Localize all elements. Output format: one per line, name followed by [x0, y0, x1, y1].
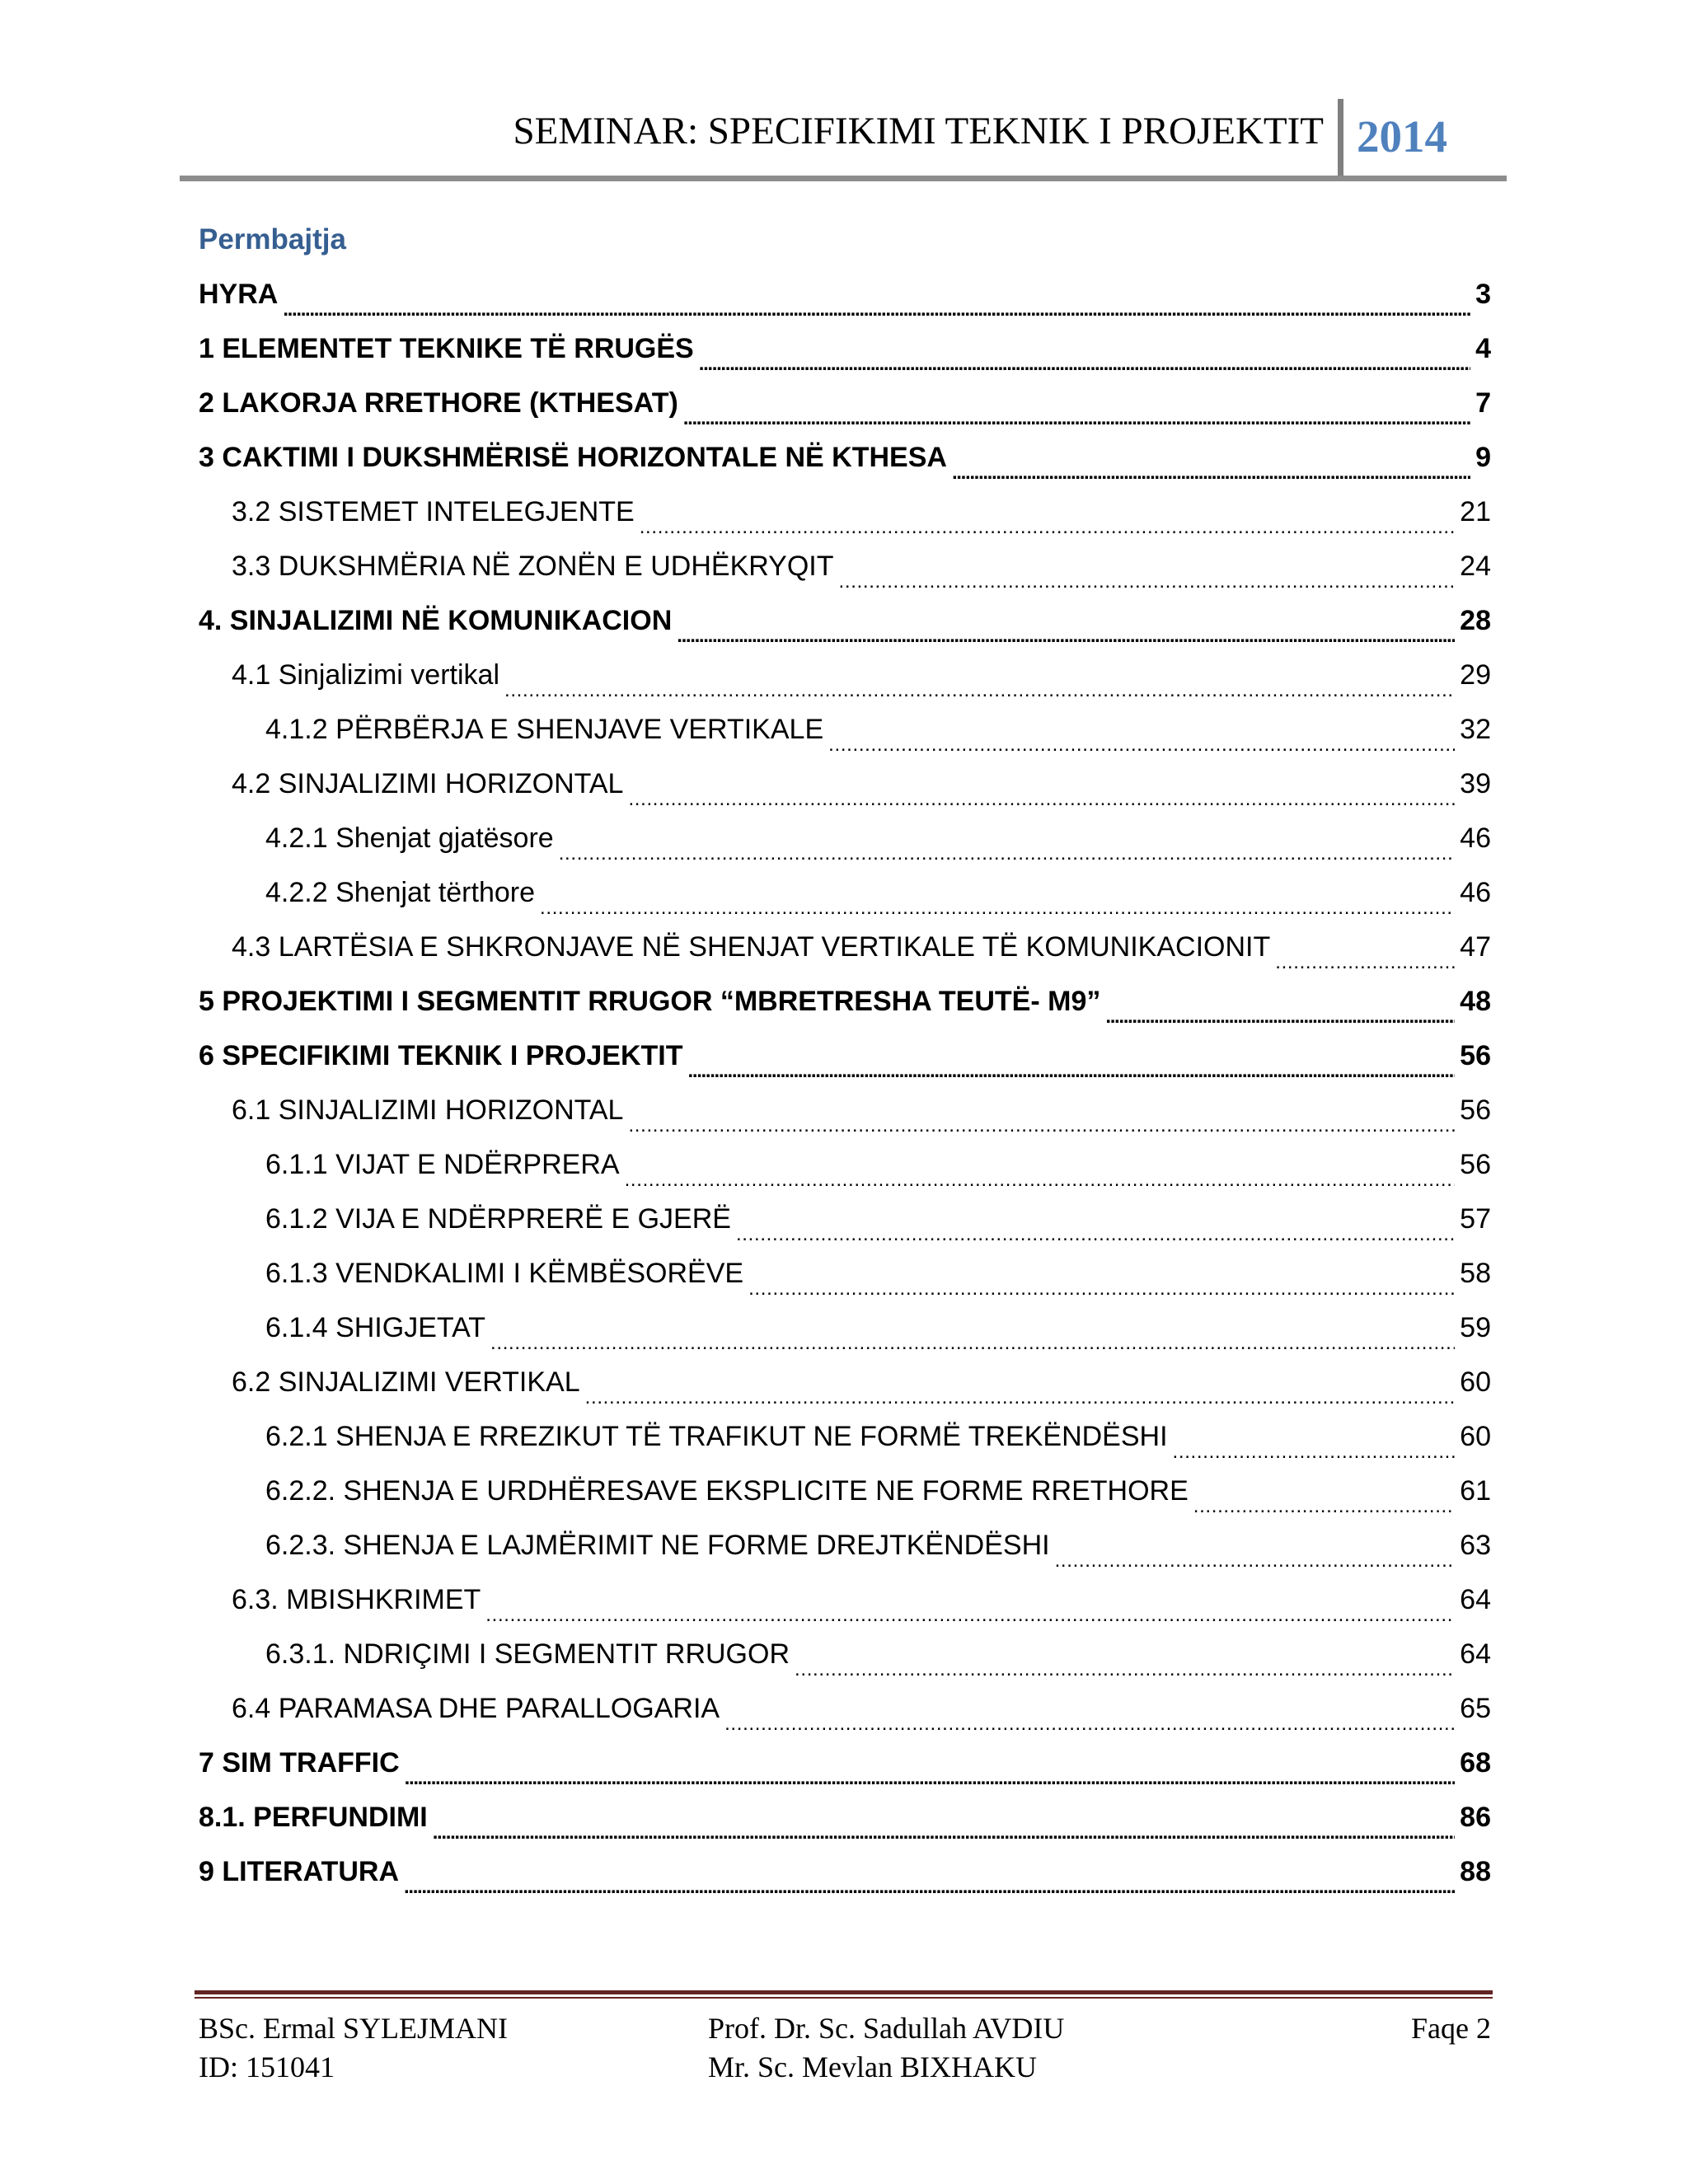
toc-entry-page: 61	[1460, 1475, 1491, 1507]
table-of-contents	[199, 267, 1491, 1899]
toc-entry[interactable]	[199, 1246, 1491, 1301]
toc-entry-page: 28	[1460, 605, 1491, 636]
toc-entry[interactable]	[199, 539, 1491, 593]
toc-dot-leader	[1055, 1554, 1456, 1572]
toc-dot-leader	[404, 1881, 1455, 1899]
toc-entry-title: 4. SINJALIZIMI NË KOMUNIKACION	[199, 605, 673, 636]
toc-entry[interactable]	[199, 430, 1491, 485]
toc-entry-page: 68	[1460, 1747, 1491, 1779]
toc-dot-leader	[559, 847, 1455, 865]
toc-dot-leader	[485, 1609, 1455, 1627]
toc-entry[interactable]	[199, 1736, 1491, 1790]
toc-entry-page: 63	[1460, 1530, 1491, 1561]
toc-entry-page: 56	[1460, 1040, 1491, 1071]
header-year: 2014	[1357, 111, 1447, 162]
toc-entry[interactable]	[199, 1790, 1491, 1844]
toc-entry-title: 4.3 LARTËSIA E SHKRONJAVE NË SHENJAT VERTIKALE TË KOMUNIKACIONIT	[232, 931, 1271, 963]
toc-dot-leader	[1105, 1010, 1455, 1029]
toc-entry-page: 56	[1460, 1094, 1491, 1126]
toc-entry[interactable]	[199, 1518, 1491, 1572]
toc-dot-leader	[585, 1391, 1456, 1409]
toc-entry[interactable]	[199, 376, 1491, 430]
toc-dot-leader	[1193, 1500, 1455, 1518]
footer-mentors	[708, 2009, 1064, 2087]
toc-dot-leader	[952, 466, 1470, 485]
toc-dot-leader	[828, 738, 1455, 757]
toc-entry[interactable]	[199, 321, 1491, 376]
toc-entry-title: 4.1.2 PËRBËRJA E SHENJAVE VERTIKALE	[265, 714, 824, 745]
toc-entry[interactable]	[199, 1627, 1491, 1681]
toc-entry-page: 21	[1460, 496, 1491, 527]
toc-entry[interactable]	[199, 267, 1491, 321]
footer-page-number: Faqe 2	[1411, 2012, 1491, 2045]
toc-entry[interactable]	[199, 920, 1491, 974]
toc-entry-title: 4.1 Sinjalizimi vertikal	[232, 659, 499, 691]
toc-dot-leader	[839, 575, 1456, 593]
toc-dot-leader	[628, 793, 1455, 811]
toc-entry-title: 3.2 SISTEMET INTELEGJENTE	[232, 496, 635, 527]
toc-entry[interactable]	[199, 702, 1491, 757]
toc-entry-page: 57	[1460, 1203, 1491, 1235]
toc-entry-page: 88	[1460, 1856, 1491, 1887]
toc-entry-title: 6.1.2 VIJA E NDËRPRERË E GJERË	[265, 1203, 731, 1235]
toc-entry-title: 3.3 DUKSHMËRIA NË ZONËN E UDHËKRYQIT	[232, 551, 834, 582]
toc-entry-title: 8.1. PERFUNDIMI	[199, 1802, 428, 1833]
toc-dot-leader	[677, 630, 1455, 648]
toc-entry-title: 6.3. MBISHKRIMET	[232, 1584, 481, 1615]
header-rule	[180, 176, 1507, 181]
toc-dot-leader	[625, 1174, 1456, 1192]
header-separator	[1338, 99, 1343, 180]
toc-entry-title: 4.2 SINJALIZIMI HORIZONTAL	[232, 768, 624, 799]
toc-dot-leader	[540, 902, 1455, 920]
footer-author-name: BSc. Ermal SYLEJMANI	[199, 2012, 508, 2045]
toc-entry-title: 6.1.1 VIJAT E NDËRPRERA	[265, 1149, 620, 1180]
footer-author-id: ID: 151041	[199, 2050, 335, 2083]
toc-entry-title: 6.1.4 SHIGJETAT	[265, 1312, 486, 1343]
toc-entry[interactable]	[199, 1192, 1491, 1246]
toc-entry-page: 60	[1460, 1366, 1491, 1398]
footer-rule	[195, 1990, 1493, 1994]
toc-entry[interactable]	[199, 1681, 1491, 1736]
toc-entry-page: 59	[1460, 1312, 1491, 1343]
toc-entry[interactable]	[199, 1572, 1491, 1627]
toc-entry[interactable]	[199, 1844, 1491, 1899]
toc-entry-title: 1 ELEMENTET TEKNIKE TË RRUGËS	[199, 333, 694, 364]
toc-entry[interactable]	[199, 865, 1491, 920]
toc-entry[interactable]	[199, 757, 1491, 811]
toc-dot-leader	[490, 1337, 1455, 1355]
toc-entry-title: 5 PROJEKTIMI I SEGMENTIT RRUGOR “MBRETRESHA TEUTË- M9”	[199, 986, 1101, 1017]
toc-entry-page: 48	[1460, 986, 1491, 1017]
toc-entry[interactable]	[199, 485, 1491, 539]
toc-dot-leader	[748, 1282, 1455, 1301]
toc-entry-page: 86	[1460, 1802, 1491, 1833]
toc-dot-leader	[283, 303, 1470, 321]
toc-dot-leader	[640, 521, 1455, 539]
toc-dot-leader	[405, 1772, 1456, 1790]
toc-dot-leader	[433, 1826, 1455, 1844]
toc-entry-title: 4.2.1 Shenjat gjatësore	[265, 823, 554, 854]
toc-entry-title: 6.3.1. NDRIÇIMI I SEGMENTIT RRUGOR	[265, 1638, 790, 1670]
page-footer	[199, 2009, 1491, 2092]
toc-dot-leader	[1173, 1446, 1456, 1464]
toc-entry-page: 24	[1460, 551, 1491, 582]
toc-entry-title: 6.2 SINJALIZIMI VERTIKAL	[232, 1366, 580, 1398]
toc-entry-page: 47	[1460, 931, 1491, 963]
toc-entry-title: 9 LITERATURA	[199, 1856, 400, 1887]
toc-entry-page: 46	[1460, 877, 1491, 908]
toc-entry-page: 56	[1460, 1149, 1491, 1180]
header-title: SEMINAR: SPECIFIKIMI TEKNIK I PROJEKTIT	[513, 110, 1324, 152]
toc-entry-page: 4	[1475, 333, 1491, 364]
toc-entry-title: 6 SPECIFIKIMI TEKNIK I PROJEKTIT	[199, 1040, 683, 1071]
toc-entry-page: 64	[1460, 1638, 1491, 1670]
toc-dot-leader	[724, 1718, 1455, 1736]
toc-entry-title: 6.2.2. SHENJA E URDHËRESAVE EKSPLICITE NE FORME RRETHORE	[265, 1475, 1189, 1507]
page-header	[180, 97, 1507, 180]
toc-dot-leader	[699, 358, 1470, 376]
toc-dot-leader	[688, 1065, 1456, 1083]
toc-dot-leader	[628, 1119, 1455, 1137]
toc-entry-page: 58	[1460, 1258, 1491, 1289]
toc-entry[interactable]	[199, 1464, 1491, 1518]
toc-entry[interactable]	[199, 1409, 1491, 1464]
toc-entry-title: HYRA	[199, 279, 279, 310]
toc-entry-page: 29	[1460, 659, 1491, 691]
toc-entry[interactable]	[199, 974, 1491, 1029]
toc-entry-title: 6.2.3. SHENJA E LAJMËRIMIT NE FORME DREJTKËNDËSHI	[265, 1530, 1050, 1561]
toc-entry-page: 3	[1475, 279, 1491, 310]
toc-entry-title: 4.2.2 Shenjat tërthore	[265, 877, 536, 908]
toc-entry-page: 64	[1460, 1584, 1491, 1615]
toc-entry-page: 60	[1460, 1421, 1491, 1452]
toc-entry-title: 7 SIM TRAFFIC	[199, 1747, 400, 1779]
toc-entry-page: 46	[1460, 823, 1491, 854]
toc-entry-page: 9	[1475, 442, 1491, 473]
toc-entry[interactable]	[199, 593, 1491, 648]
toc-entry[interactable]	[199, 811, 1491, 865]
toc-entry-page: 39	[1460, 768, 1491, 799]
toc-entry[interactable]	[199, 1083, 1491, 1137]
toc-dot-leader	[504, 684, 1455, 702]
toc-entry[interactable]	[199, 1029, 1491, 1083]
footer-author	[199, 2009, 508, 2087]
toc-dot-leader	[795, 1663, 1455, 1681]
toc-entry[interactable]	[199, 1137, 1491, 1192]
toc-entry-title: 6.1.3 VENDKALIMI I KËMBËSORËVE	[265, 1258, 744, 1289]
toc-dot-leader	[683, 412, 1470, 430]
footer-rule-thin	[195, 1997, 1493, 1999]
toc-dot-leader	[1275, 956, 1455, 974]
toc-entry-title: 6.1 SINJALIZIMI HORIZONTAL	[232, 1094, 624, 1126]
toc-entry[interactable]	[199, 1301, 1491, 1355]
toc-entry-page: 65	[1460, 1693, 1491, 1724]
toc-heading: Permbajtja	[199, 223, 346, 255]
toc-entry-title: 3 CAKTIMI I DUKSHMËRISË HORIZONTALE NË KTHESA	[199, 442, 947, 473]
toc-entry-page: 7	[1475, 387, 1491, 419]
toc-entry[interactable]	[199, 648, 1491, 702]
toc-entry-page: 32	[1460, 714, 1491, 745]
toc-entry[interactable]	[199, 1355, 1491, 1409]
toc-entry-title: 6.4 PARAMASA DHE PARALLOGARIA	[232, 1693, 720, 1724]
toc-entry-title: 2 LAKORJA RRETHORE (KTHESAT)	[199, 387, 678, 419]
toc-dot-leader	[736, 1228, 1455, 1246]
toc-entry-title: 6.2.1 SHENJA E RREZIKUT TË TRAFIKUT NE FORMË TREKËNDËSHI	[265, 1421, 1168, 1452]
footer-mentor-2: Mr. Sc. Mevlan BIXHAKU	[708, 2050, 1037, 2083]
footer-mentor-1: Prof. Dr. Sc. Sadullah AVDIU	[708, 2012, 1065, 2045]
